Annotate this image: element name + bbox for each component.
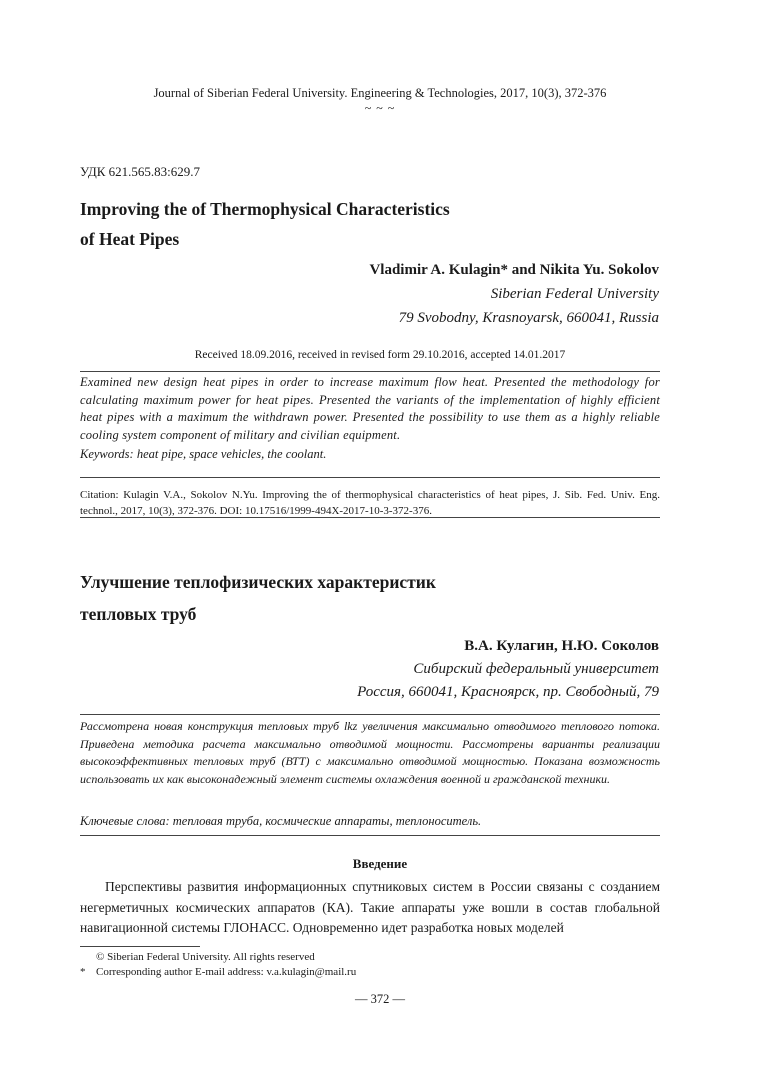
keywords-russian: Ключевые слова: тепловая труба, космические аппараты, теплоноситель. [80, 814, 482, 828]
title-russian-line1: Улучшение теплофизических характеристик [80, 572, 436, 592]
authors-english: Vladimir A. Kulagin* and Nikita Yu. Sokolov [369, 262, 659, 278]
address-english: 79 Svobodny, Krasnoyarsk, 660041, Russia [398, 310, 659, 326]
copyright-footnote: © Siberian Federal University. All rights reserved [96, 951, 315, 963]
divider [80, 714, 660, 715]
footnote-asterisk: * [80, 966, 86, 978]
received-dates: Received 18.09.2016, received in revised form 29.10.2016, accepted 14.01.2017 [194, 349, 566, 361]
citation: Citation: Kulagin V.A., Sokolov N.Yu. Improving the of thermophysical characteristics of heat pipes, J. Sib. Fed. Univ. Eng. technol., 2017, 10(3), 372-376. DOI: 10.17516/1999-494X-2017-10-3-372-376. [80, 489, 660, 517]
title-english [80, 194, 640, 254]
title-russian [80, 566, 640, 630]
divider [80, 371, 660, 372]
corresponding-author-footnote: Corresponding author E-mail address: v.a.kulagin@mail.ru [96, 966, 357, 978]
divider [80, 517, 660, 518]
header-separator: ~ ~ ~ [364, 101, 396, 115]
affiliation-russian: Сибирский федеральный университет [413, 661, 659, 677]
title-english-line2: of Heat Pipes [80, 229, 180, 249]
introduction-heading: Введение [352, 856, 408, 871]
journal-header: Journal of Siberian Federal University. Engineering & Technologies, 2017, 10(3), 372-376 [153, 86, 607, 100]
keywords-english: Keywords: heat pipe, space vehicles, the coolant. [80, 447, 327, 461]
udk-code: УДК 621.565.83:629.7 [80, 164, 201, 179]
abstract-russian: Рассмотрена новая конструкция тепловых труб lkz увеличения максимально отводимого теплового потока. Приведена методика расчета максимально отводимой мощности. Рассмотрены варианты реализации высокоэффективных тепловых труб (ВТТ) с максимально отводимой мощностью. Показана возможность использовать их как высоконадежный элемент системы охлаждения военной и гражданской техники. [80, 719, 660, 786]
title-russian-line2: тепловых труб [80, 604, 197, 624]
address-russian: Россия, 660041, Красноярск, пр. Свободный, 79 [357, 684, 659, 700]
footnote-divider [80, 946, 200, 947]
divider [80, 477, 660, 478]
divider [80, 835, 660, 836]
introduction-paragraph: Перспективы развития информационных спутниковых систем в России связаны с созданием негерметичных космических аппаратов (КА). Такие аппараты уже вошли в состав глобальной навигационной системы ГЛОНАСС. Одновременно идет разработка новых моделей [80, 879, 660, 935]
affiliation-english: Siberian Federal University [490, 286, 659, 302]
authors-russian: В.А. Кулагин, Н.Ю. Соколов [464, 638, 659, 654]
title-english-line1: Improving the of Thermophysical Characteristics [80, 199, 450, 219]
page-number: — 372 — [355, 992, 405, 1006]
abstract-english: Examined new design heat pipes in order to increase maximum flow heat. Presented the methodology for calculating maximum power for heat pipes. Presented the variants of the implementation of highly efficient heat pipes with a maximum the withdrawn power. Presented the possibility to use them as a highly reliable cooling system component of military and civilian equipment. [80, 375, 660, 442]
